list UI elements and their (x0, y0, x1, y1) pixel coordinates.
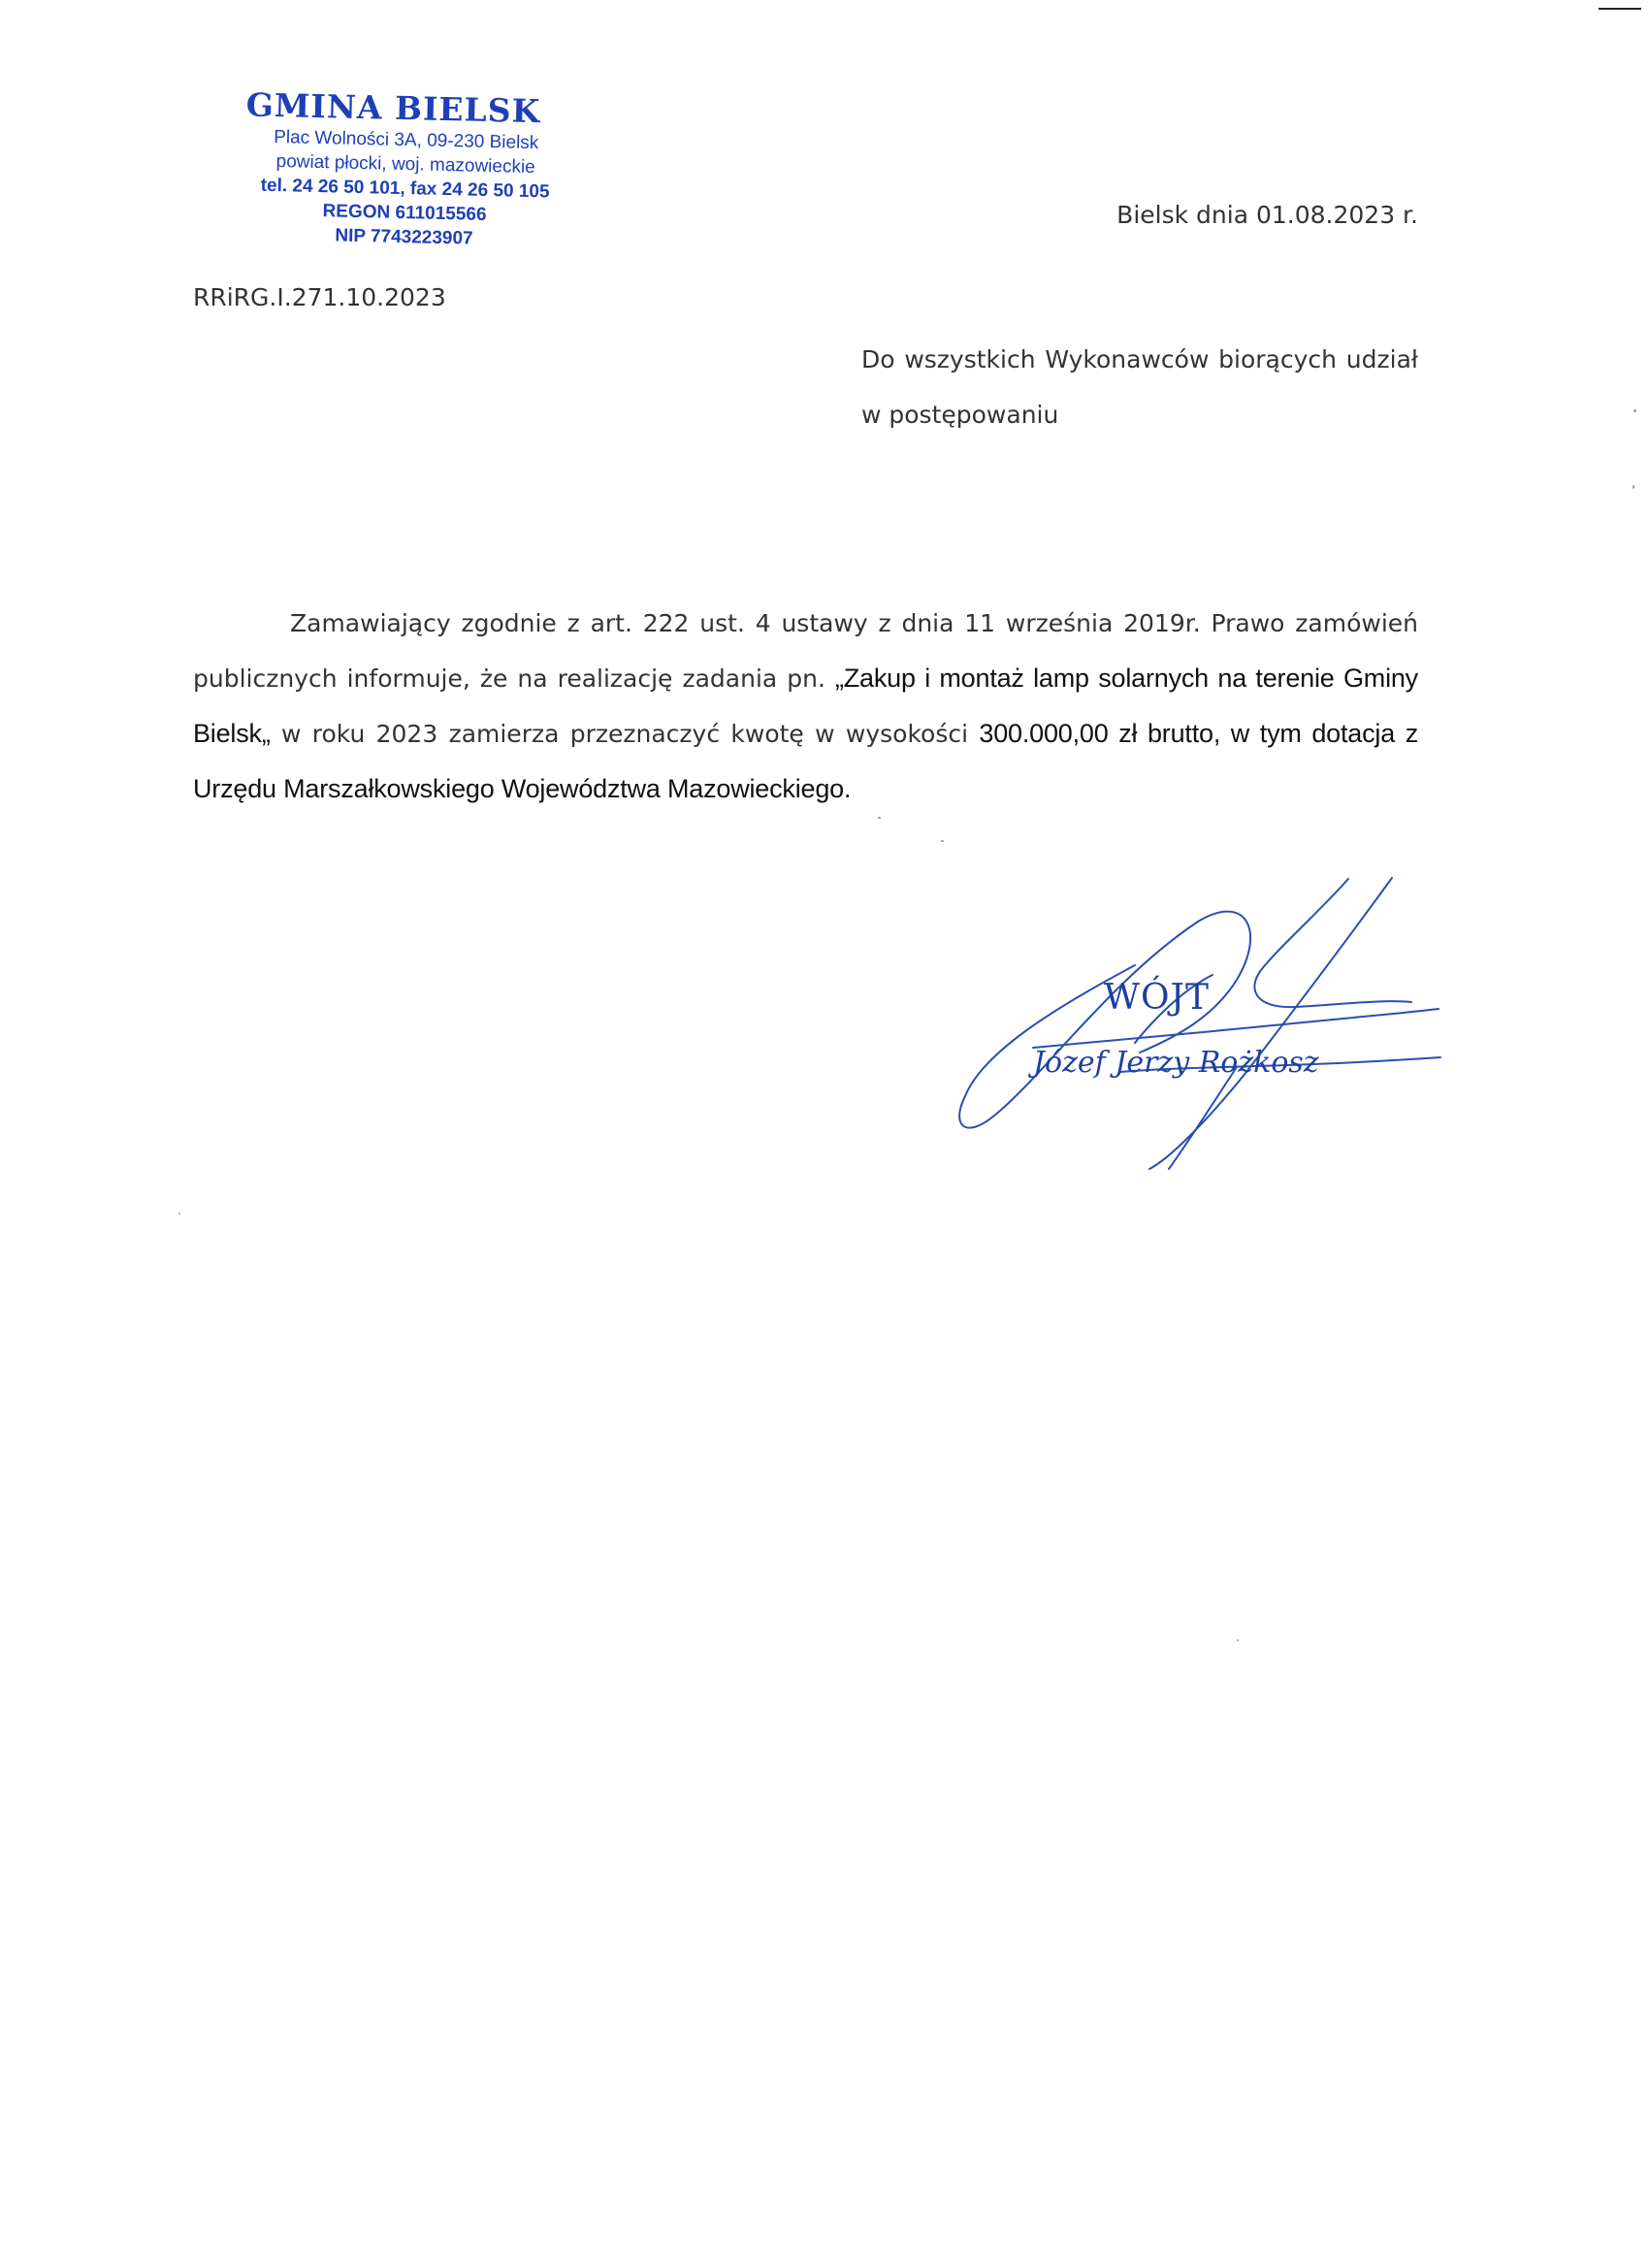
scan-speck (941, 840, 944, 842)
scan-speck (1237, 1639, 1239, 1641)
body-task-name: „Zakup i montaż lamp solarnych na terenie Gminy Bielsk„ (193, 664, 1418, 748)
stamp-address: Plac Wolności 3A, 09-230 Bielsk (273, 126, 539, 154)
scan-speck (878, 817, 881, 819)
letter-body (193, 596, 1418, 817)
stamp-phone: tel. 24 26 50 101, fax 24 26 50 105 (260, 175, 550, 203)
scan-speck (1633, 485, 1634, 489)
body-amount: 300.000,00 zł brutto, w tym dotacja z Urzędu Marszałkowskiego Województwa Mazowieckiego. (193, 719, 1418, 803)
body-middle: w roku 2023 zamierza przeznaczyć kwotę w wysokości (270, 720, 980, 748)
recipient-block: Do wszystkich Wykonawców biorących udział w postępowaniu (861, 345, 1418, 429)
stamp-nip: NIP 7743223907 (335, 225, 473, 249)
scan-speck (1633, 409, 1636, 412)
stamp-region: powiat płocki, woj. mazowieckie (275, 151, 535, 178)
body-intro: Zamawiający zgodnie z art. 222 ust. 4 ustawy z dnia 11 września 2019r. Prawo zamówień publicznych informuje, że na realizację zadania pn. (193, 609, 1418, 693)
signature-block (926, 873, 1450, 1174)
document-date: Bielsk dnia 01.08.2023 r. (1116, 201, 1418, 229)
reference-number: RRiRG.I.271.10.2023 (193, 283, 446, 311)
municipality-stamp (229, 85, 582, 253)
scan-speck (178, 1213, 180, 1215)
handwritten-signature (926, 873, 1450, 1174)
signature-name: Józef Jerzy Rożkosz (1033, 1046, 1319, 1080)
stamp-title: GMINA BIELSK (245, 85, 541, 131)
stamp-regon: REGON 611015566 (322, 201, 487, 225)
scan-edge-mark (1599, 8, 1641, 10)
signature-title: WÓJT (1104, 978, 1210, 1018)
